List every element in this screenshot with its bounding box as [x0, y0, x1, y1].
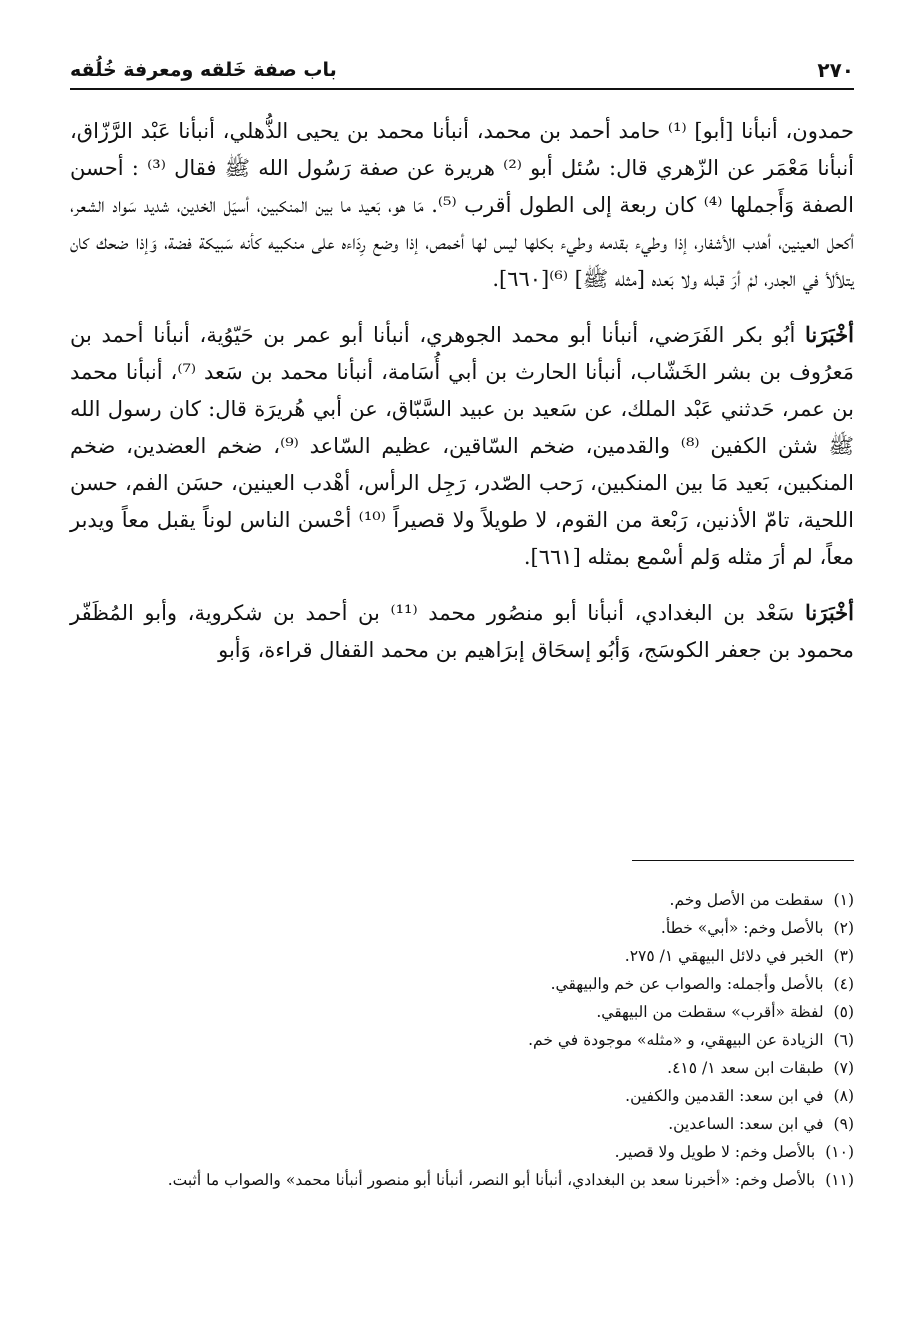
paragraph-3: [70, 594, 854, 669]
footnote-number: (٤): [833, 975, 854, 993]
footnote: [70, 1054, 854, 1082]
footnote-number: (٨): [833, 1087, 854, 1105]
footnote-text: بالأصل وخم: لا طويل ولا قصير.: [614, 1143, 816, 1161]
paragraph-lead: أخْبَرَنا: [805, 322, 854, 347]
footnote-text: سقطت من الأصل وخم.: [669, 891, 824, 909]
footnote: [70, 1082, 854, 1110]
footnote: [70, 914, 854, 942]
footnote-text: لفظة «أقرب» سقطت من البيهقي.: [596, 1003, 824, 1021]
footnote-text: طبقات ابن سعد ١/ ٤١٥.: [667, 1059, 824, 1077]
footnote-number: (١١): [825, 1171, 854, 1189]
footnote-number: (٦): [833, 1031, 854, 1049]
main-text: [70, 112, 854, 687]
footnote: [70, 998, 854, 1026]
footnote-text: الخبر في دلائل البيهقي ١/ ٢٧٥.: [624, 947, 824, 965]
footnote-text: بالأصل وخم: «أبي» خطأ.: [660, 919, 824, 937]
footnote: [70, 1166, 854, 1194]
footnote-number: (١): [833, 891, 854, 909]
footnote-number: (٧): [833, 1059, 854, 1077]
paragraph-text: حمدون، أنبأنا [أبو] ⁽¹⁾ حامد أحمد بن محمد، أنبأنا محمد بن يحيى الذُّهلي، أنبأنا عَبْد الرَّزّاق، أنبأنا مَعْمَر عن الزّهري قال: سُئل أبو ⁽²⁾ هريرة عن صفة رَسُول الله ﷺ فقال ⁽³⁾ : أحسن الصفة وَأَجملها ⁽⁴⁾ كان ربعة إلى الطول أقرب ⁽⁵⁾. مَا هو، بَعيد ما بين المنكبين، أسيَل الخدين، شديد سَواد الشعر، أكحل العينين، أهدب الأشفار، إذا وطيء بقدمه وطيء بكلها ليس لها أخمص، إذا وضع رِدَاءه على منكبيه كأنه سَبيكة فضة، وَإذا ضحك كان يتلألأ في الجدر، لمْ أرَ قبله ولا بَعده [مثله ﷺ] ⁽⁶⁾[٦٦٠].: [70, 119, 855, 291]
paragraph-text: أبُو بكر الفَرَضي، أنبأنا أبو محمد الجوهري، أنبأنا أبو عمر بن حَيّوُية، أنبأنا أحمد بن مَعرُوف بن بشر الخَشّاب، أنبأنا الحارث بن أبي أُسَامة، أنبأنا محمد بن سَعد ⁽⁷⁾، أنبأنا محمد بن عمر، حَدثني عَبْد الملك، عن سَعيد بن عبيد السَّبّاق، عن أبي هُريرَة قال: كان رسول الله ﷺ شثن الكفين ⁽⁸⁾ والقدمين، ضخم السّاقين، عظيم السّاعد ⁽⁹⁾، ضخم العضدين، ضخم المنكبين، بَعيد مَا بين المنكبين، رَحب الصّدر، رَجِل الرأس، أهْدب العينين، حسَن الفم، حسن اللحية، تامّ الأذنين، رَبْعة من القوم، لا طويلاً ولا قصيراً ⁽¹⁰⁾ أحْسن الناس لوناً يقبل معاً ويدبر معاً، لم أرَ مثله وَلم أسْمع بمثله [٦٦١].: [70, 323, 854, 569]
footnote-text: في ابن سعد: الساعدين.: [668, 1115, 824, 1133]
paragraph-text: سَعْد بن البغدادي، أنبأنا أبو منصُور محمد ⁽¹¹⁾ بن أحمد بن شكروية، وأبو المُظَفّر محمود بن جعفر الكوسَج، وَأبُو إسحَاق إبرَاهيم بن محمد القفال قراءة، وَأبو: [70, 601, 854, 662]
footnote-divider: [632, 860, 854, 861]
page-number: ٢٧٠: [817, 58, 854, 82]
paragraph-1: [70, 112, 854, 298]
footnote: [70, 1026, 854, 1054]
footnote: [70, 886, 854, 914]
footnote-number: (٩): [833, 1115, 854, 1133]
paragraph-lead: أخْبَرَنا: [805, 600, 854, 625]
footnote-text: في ابن سعد: القدمين والكفين.: [625, 1087, 824, 1105]
footnote: [70, 942, 854, 970]
paragraph-2: [70, 316, 854, 576]
footnote: [70, 1110, 854, 1138]
footnote-text: الزيادة عن البيهقي، و «مثله» موجودة في خم.: [528, 1031, 824, 1049]
chapter-title: باب صفة خَلقه ومعرفة خُلُقه: [70, 59, 337, 81]
footnotes: [70, 886, 854, 1194]
footnote-number: (٣): [833, 947, 854, 965]
footnote-number: (٢): [833, 919, 854, 937]
footnote-text: بالأصل وأجمله: والصواب عن خم والبيهقي.: [550, 975, 824, 993]
footnote: [70, 1138, 854, 1166]
footnote-number: (٥): [833, 1003, 854, 1021]
footnote-text: بالأصل وخم: «أخبرنا سعد بن البغدادي، أنبأنا أبو النصر، أنبأنا أبو منصور أنبأنا محمد» والصواب ما أثبت.: [167, 1171, 816, 1189]
footnote: [70, 970, 854, 998]
footnote-number: (١٠): [825, 1143, 854, 1161]
running-header: [70, 52, 854, 90]
